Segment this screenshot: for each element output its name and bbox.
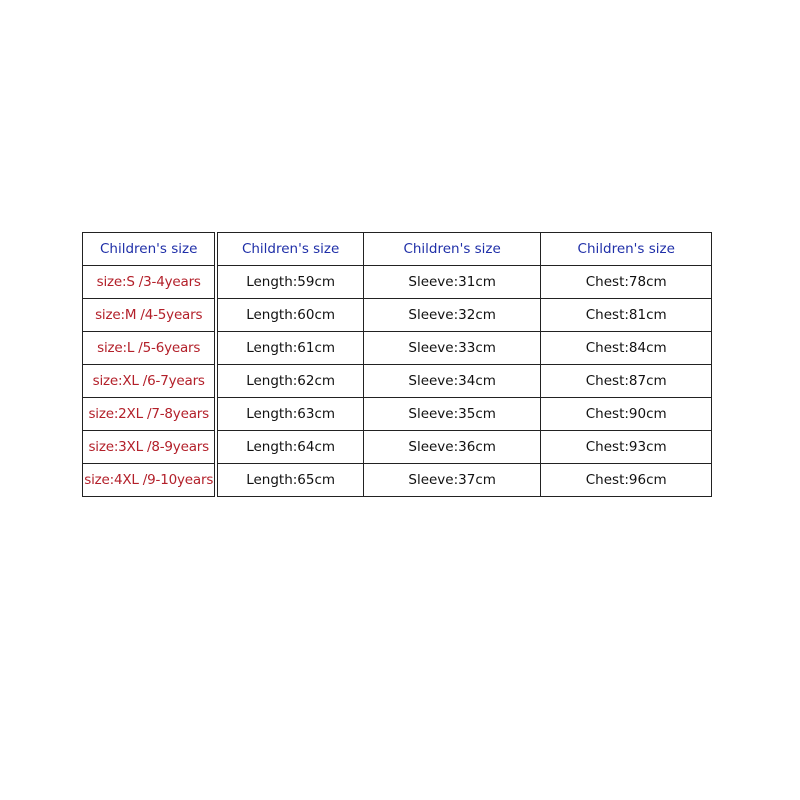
chest-cell: Chest:96cm	[541, 464, 712, 497]
size-cell: size:L /5-6years	[83, 332, 215, 365]
header-cell-length: Children's size	[218, 233, 363, 266]
table-row	[83, 299, 712, 332]
table-row	[83, 365, 712, 398]
size-cell: size:4XL /9-10years	[83, 464, 215, 497]
table-row	[83, 332, 712, 365]
size-chart-body	[83, 233, 712, 497]
table-row	[83, 398, 712, 431]
chest-cell: Chest:78cm	[541, 266, 712, 299]
chest-cell: Chest:87cm	[541, 365, 712, 398]
chest-cell: Chest:84cm	[541, 332, 712, 365]
length-cell: Length:59cm	[218, 266, 363, 299]
length-cell: Length:65cm	[218, 464, 363, 497]
sleeve-cell: Sleeve:33cm	[363, 332, 541, 365]
header-cell-size: Children's size	[83, 233, 215, 266]
size-cell: size:S /3-4years	[83, 266, 215, 299]
length-cell: Length:60cm	[218, 299, 363, 332]
chest-cell: Chest:90cm	[541, 398, 712, 431]
table-row	[83, 266, 712, 299]
length-cell: Length:62cm	[218, 365, 363, 398]
sleeve-cell: Sleeve:31cm	[363, 266, 541, 299]
size-cell: size:XL /6-7years	[83, 365, 215, 398]
table-row	[83, 431, 712, 464]
length-cell: Length:64cm	[218, 431, 363, 464]
sleeve-cell: Sleeve:37cm	[363, 464, 541, 497]
size-cell: size:M /4-5years	[83, 299, 215, 332]
header-cell-chest: Children's size	[541, 233, 712, 266]
length-cell: Length:63cm	[218, 398, 363, 431]
length-cell: Length:61cm	[218, 332, 363, 365]
header-cell-sleeve: Children's size	[363, 233, 541, 266]
table-row	[83, 464, 712, 497]
size-cell: size:2XL /7-8years	[83, 398, 215, 431]
chest-cell: Chest:81cm	[541, 299, 712, 332]
size-cell: size:3XL /8-9years	[83, 431, 215, 464]
sleeve-cell: Sleeve:35cm	[363, 398, 541, 431]
sleeve-cell: Sleeve:34cm	[363, 365, 541, 398]
size-chart-table	[82, 232, 712, 497]
chest-cell: Chest:93cm	[541, 431, 712, 464]
header-row	[83, 233, 712, 266]
sleeve-cell: Sleeve:32cm	[363, 299, 541, 332]
sleeve-cell: Sleeve:36cm	[363, 431, 541, 464]
